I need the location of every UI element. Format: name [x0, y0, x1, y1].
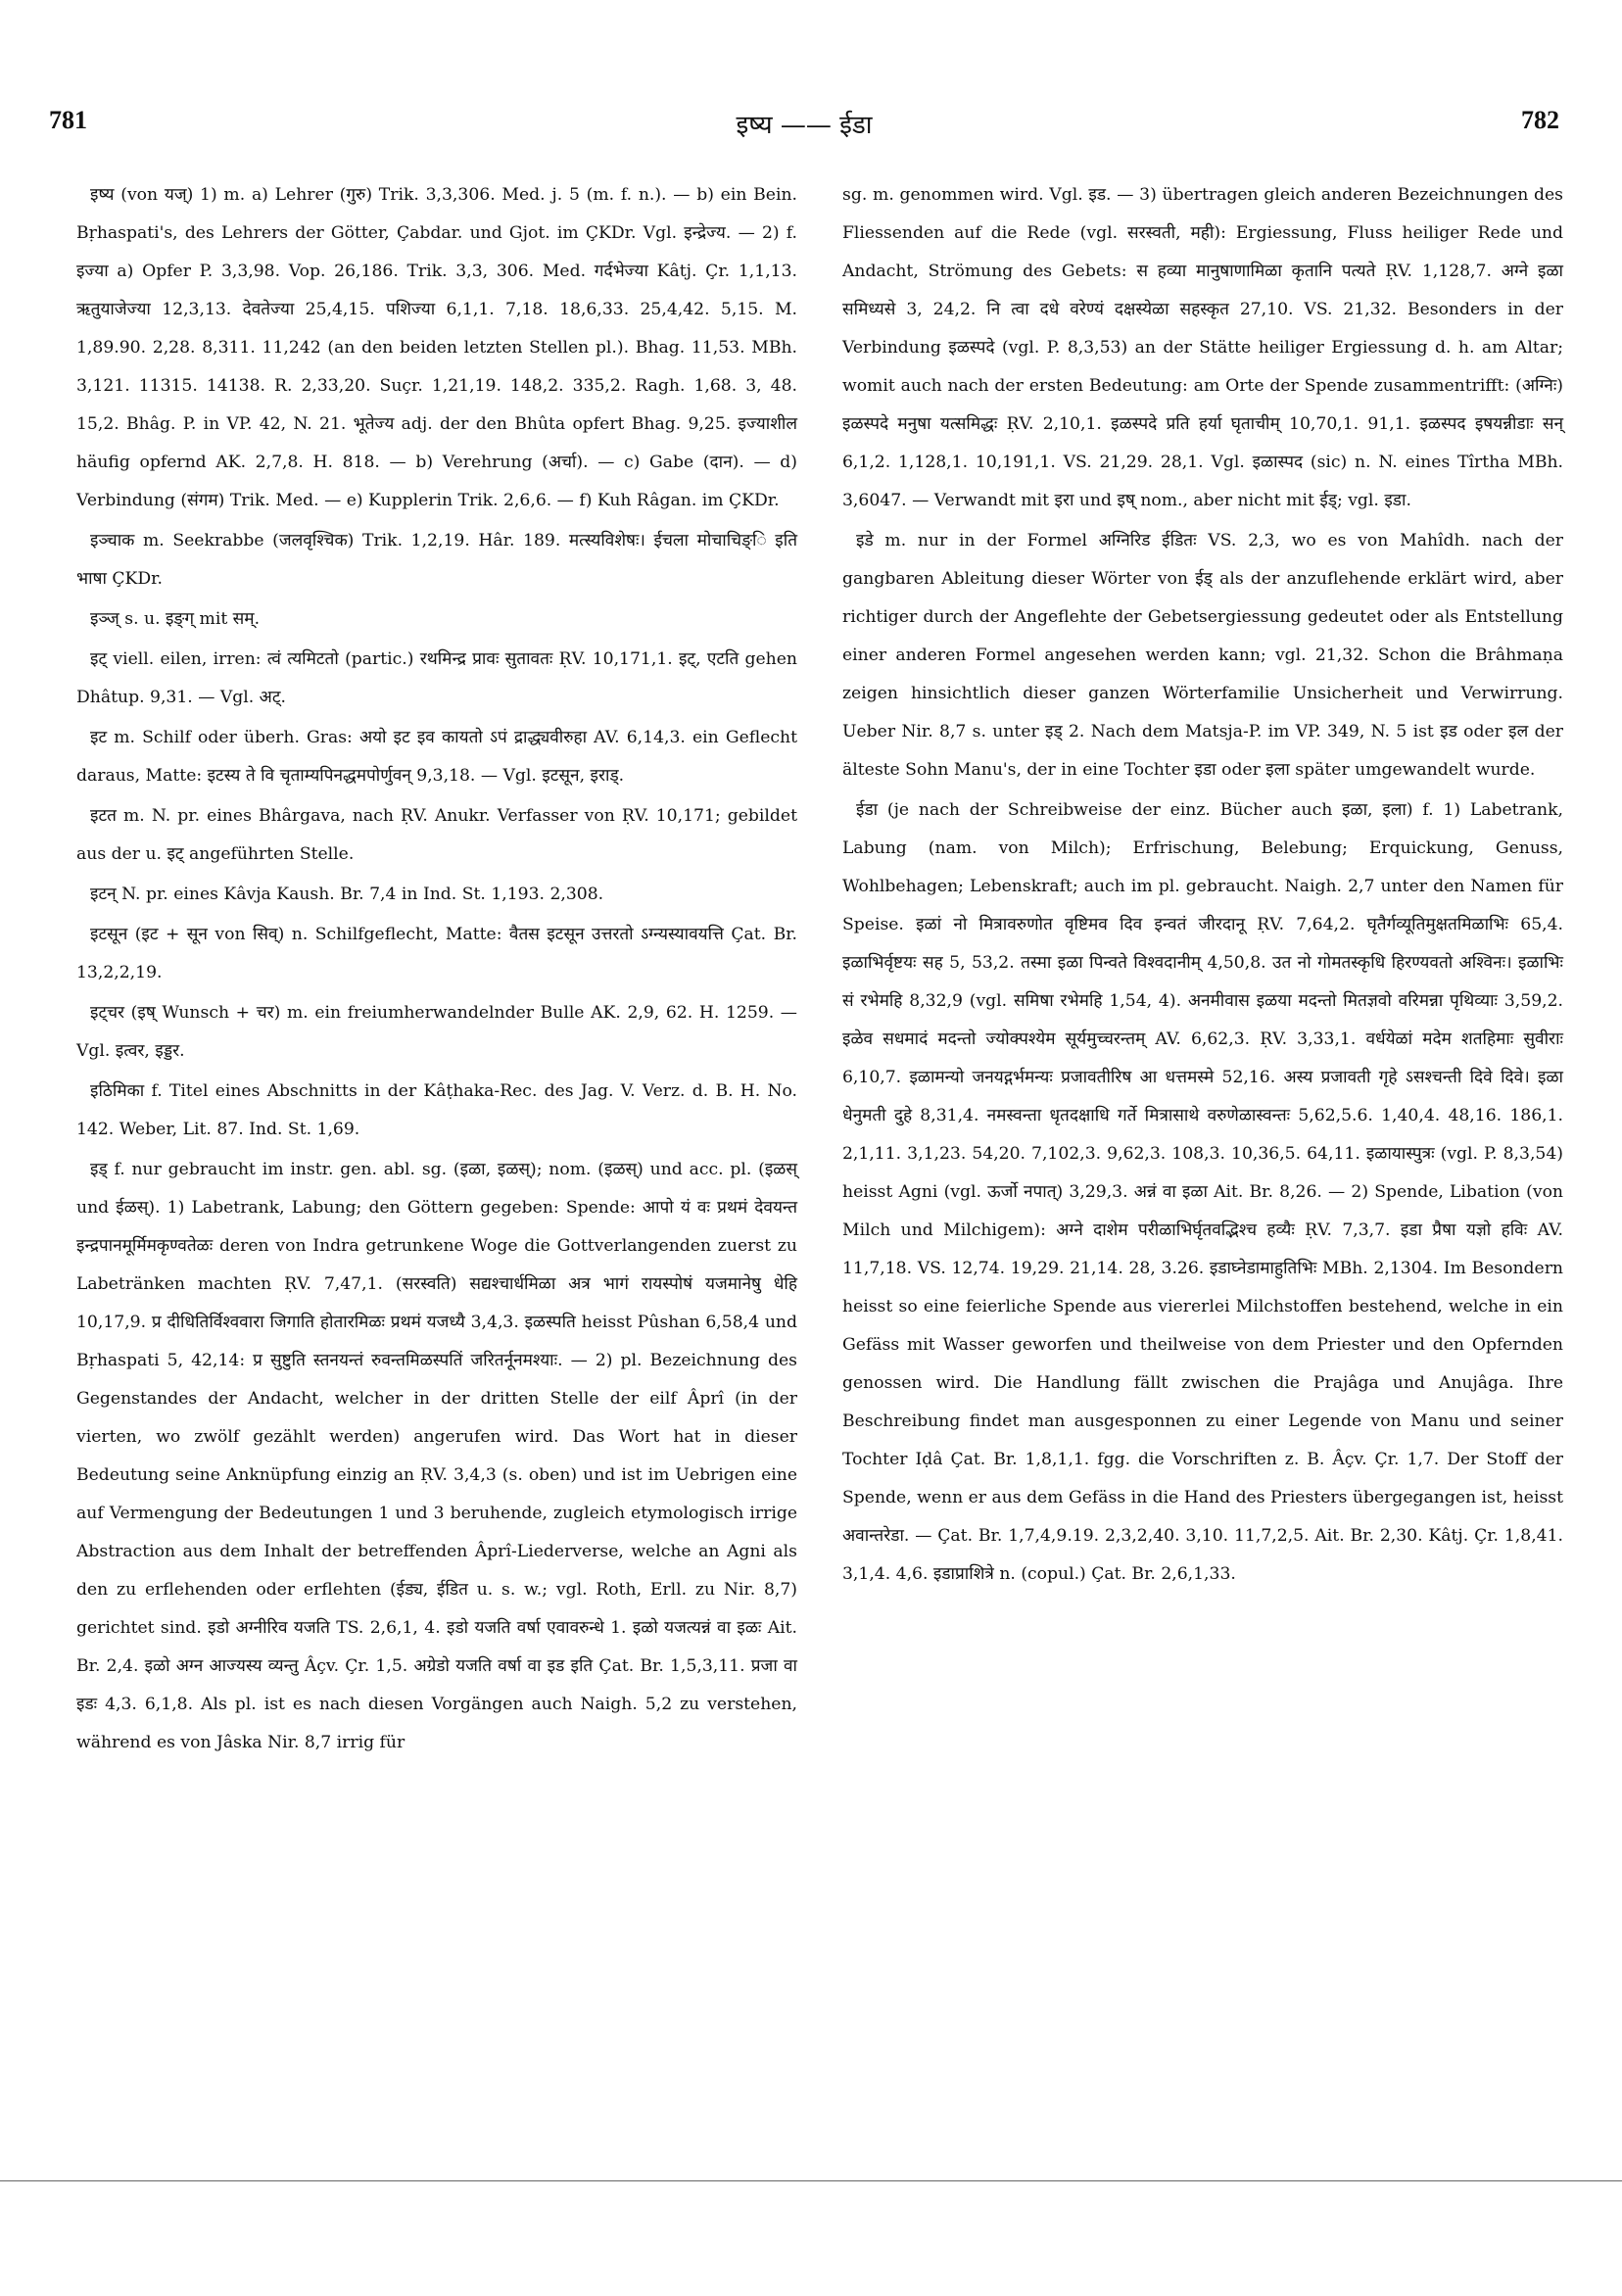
entry-itan: इटन् N. pr. eines Kâvja Kaush. Br. 7,4 in Ind. St. 1,193. 2,308.: [90, 885, 604, 904]
entry-ita: इट m. Schilf oder überh. Gras: अयो इट इव कायतो ऽपं द्राद्ध्यवीरुहा AV. 6,14,3. ein Geflecht daraus, Matte: इटस्य ते वि चृताम्यपिनद्धमपोर्णुवन् 9,3,18. — Vgl. इटसून, इराड्.: [76, 728, 797, 786]
right-column: [842, 176, 1563, 1596]
entry-it-verb: इट् viell. eilen, irren: त्वं त्यमिटतो (partic.) रथमिन्द्र प्रावः सुतावतः ṚV. 10,171,1. इट्, एटति gehen Dhâtup. 9,31. — Vgl. अट्.: [76, 649, 797, 707]
entry-itasuna: इटसून (इट + सून von सिव्) n. Schilfgeflecht, Matte: वैतस इटसून उत्तरतो ऽग्न्यस्यावयत्ति Çat. Br. 13,2,2,19.: [76, 925, 797, 982]
entry-ijya: इष्य (von यज्) 1) m. a) Lehrer (गुरु) Trik. 3,3,306. Med. j. 5 (m. f. n.). — b) ein Bein. Bṛhaspati's, des Lehrers der Götter, Çabdar. und Gjot. im ÇKDr. Vgl. इन्द्रेज्य. — 2) f. इज्या a) Opfer P. 3,3,98. Vop. 26,186. Trik. 3,3, 306. Med. गर्दभेज्या Kâtj. Çr. 1,1,13. ऋतुयाजेज्या 12,3,13. देवतेज्या 25,4,15. पशिज्या 6,1,1. 7,18. 18,6,33. 25,4,42. 5,15. M. 1,89.90. 2,28. 8,311. 11,242 (an den beiden letzten Stellen pl.). Bhag. 11,53. MBh. 3,121. 11315. 14138. R. 2,33,20. Suçr. 1,21,19. 148,2. 335,2. Ragh. 1,68. 3, 48. 15,2. Bhâg. P. in VP. 42, N. 21. भूतेज्य adj. der den Bhûta opfert Bhag. 9,25. इज्याशील häufig opfernd AK. 2,7,8. H. 818. — b) Verehrung (अर्चा). — c) Gabe (दान). — d) Verbindung (संगम) Trik. Med. — e) Kupplerin Trik. 2,6,6. — f) Kuh Râgan. im ÇKDr.: [76, 185, 797, 510]
page-header: [49, 106, 1559, 165]
entry-id-continued: sg. m. genommen wird. Vgl. इड. — 3) übertragen gleich anderen Bezeichnungen des Fliessenden auf die Rede (vgl. सरस्वती, मही): Ergiessung, Fluss heiliger Rede und Andacht, Strömung des Gebets: स हव्या मानुषाणामिळा कृतानि पत्यते ṚV. 1,128,7. अग्ने इळा समिध्यसे 3, 24,2. नि त्वा दधे वरेण्यं दक्षस्येळा सहस्कृत 27,10. VS. 21,32. Besonders in der Verbindung इळस्पदे (vgl. P. 8,3,53) an der Stätte heiliger Ergiessung d. h. am Altar; womit auch nach der ersten Bedeutung: am Orte der Spende zusammentrifft: (अग्निः) इळस्पदे मनुषा यत्समिद्धः ṚV. 2,10,1. इळस्पदे प्रति हर्या घृताचीम् 10,70,1. 91,1. इळस्पद इषयन्नीडाः सन् 6,1,2. 1,128,1. 10,191,1. VS. 21,29. 28,1. Vgl. इळास्पद (sic) n. N. eines Tîrtha MBh. 3,6047. — Verwandt mit इरा und इष् nom., aber nicht mit ईड्; vgl. इडा.: [842, 185, 1563, 510]
entry-ithimika: इठिमिका f. Titel eines Abschnitts in der Kâṭhaka-Rec. des Jag. V. Verz. d. B. H. No. 142. Weber, Lit. 87. Ind. St. 1,69.: [76, 1081, 797, 1139]
entry-itchara: इट्चर (इष् Wunsch + चर) m. ein freiumherwandelnder Bulle AK. 2,9, 62. H. 1259. — Vgl. इत्वर, इड्डर.: [76, 1003, 797, 1061]
entry-ide: इडे m. nur in der Formel अग्निरिड ईडितः VS. 2,3, wo es von Mahîdh. nach der gangbaren Ableitung dieser Wörter von ईड् als der anzuflehende erklärt wird, aber richtiger durch der Angeflehte der Gebetsergiessung gedeutet oder als Entstellung einer anderen Formel angesehen werden kann; vgl. 21,32. Schon die Brâhmaṇa zeigen hinsichtlich dieser ganzen Wörterfamilie Unsicherheit und Verwirrung. Ueber Nir. 8,7 s. unter इड् 2. Nach dem Matsja-P. im VP. 349, N. 5 ist इड oder इल der älteste Sohn Manu's, der in eine Tochter इडा oder इला später umgewandelt wurde.: [842, 531, 1563, 780]
entry-inj: इञ्ज् s. u. इङ्ग् mit सम्.: [90, 609, 261, 629]
entry-inchaka: इञ्चाक m. Seekrabbe (जलवृश्चिक) Trik. 1,2,19. Hâr. 189. मत्स्यविशेषः। ईचला मोचाचिङ्ि इति भाषा ÇKDr.: [76, 531, 797, 589]
bottom-rule: [0, 2180, 1622, 2181]
page-number-left: 781: [49, 106, 87, 134]
entry-id: इड् f. nur gebraucht im instr. gen. abl. sg. (इळा, इळस्); nom. (इळस्) und acc. pl. (इळस् und ईळस्). 1) Labetrank, Labung; den Göttern gegeben: Spende: आपो यं वः प्रथमं देवयन्त इन्द्रपानमूर्मिमकृण्वतेळः deren von Indra getrunkene Woge die Gottverlangenden zuerst zu Labetränken machten ṚV. 7,47,1. (सरस्वति) सद्यश्चार्धमिळा अत्र भागं रायस्पोषं यजमानेषु धेहि 10,17,9. प्र दीधितिर्विश्ववारा जिगाति होतारमिळः प्रथमं यजध्यै 3,4,3. इळस्पति heisst Pûshan 6,58,4 und Bṛhaspati 5, 42,14: प्र सुष्टुति स्तनयन्तं रुवन्तमिळस्पतिं जरितर्नूनमश्याः. — 2) pl. Bezeichnung des Gegenstandes der Andacht, welcher in der dritten Stelle der eilf Âprî (in der vierten, wo zwölf gezählt werden) angerufen wird. Das Wort hat in dieser Bedeutung seine Anknüpfung einzig an ṚV. 3,4,3 (s. oben) und ist im Uebrigen eine auf Vermengung der Bedeutungen 1 und 3 beruhende, zugleich etymologisch irrige Abstraction aus dem Inhalt der betreffenden Âprî-Liederverse, welche an Agni als den zu erflehenden oder erflehten (ईड्य, ईडित u. s. w.; vgl. Roth, Erll. zu Nir. 8,7) gerichtet sind. इडो अग्नीरिव यजति TS. 2,6,1, 4. इडो यजति वर्षा एवावरुन्धे 1. इळो यजत्यन्नं वा इळः Ait. Br. 2,4. इळो अग्न आज्यस्य व्यन्तु Âçv. Çr. 1,5. अग्रेडो यजति वर्षा वा इड इति Çat. Br. 1,5,3,11. प्रजा वा इडः 4,3. 6,1,8. Als pl. ist es nach diesen Vorgängen auch Naigh. 5,2 zu verstehen, während es von Jâska Nir. 8,7 irrig für: [76, 1160, 797, 1752]
running-head: इष्य —— ईडा: [736, 111, 873, 140]
page-number-right: 782: [1521, 106, 1559, 134]
left-column: [76, 176, 797, 1764]
entry-itata: इटत m. N. pr. eines Bhârgava, nach ṚV. Anukr. Verfasser von ṚV. 10,171; gebildet aus der u. इट् angeführten Stelle.: [76, 806, 797, 864]
entry-ida: ईडा (je nach der Schreibweise der einz. Bücher auch इळा, इला) f. 1) Labetrank, Labung (nam. von Milch); Erfrischung, Belebung; Erquickung, Genuss, Wohlbehagen; Lebenskraft; auch im pl. gebraucht. Naigh. 2,7 unter den Namen für Speise. इळां नो मित्रावरुणोत वृष्टिमव दिव इन्वतं जीरदानू ṚV. 7,64,2. घृतैर्गव्यूतिमुक्षतमिळाभिः 65,4. इळाभिर्वृष्टयः सह 5, 53,2. तस्मा इळा पिन्वते विश्वदानीम् 4,50,8. उत नो गोमतस्कृधि हिरण्यवतो अश्विनः। इळाभिः सं रभेमहि 8,32,9 (vgl. समिषा रभेमहि 1,54, 4). अनमीवास इळया मदन्तो मितज्ञवो वरिमन्ना पृथिव्याः 3,59,2. इळेव सधमादं मदन्तो ज्योक्पश्येम सूर्यमुच्चरन्तम् AV. 6,62,3. ṚV. 3,33,1. वर्धयेळां मदेम शतहिमाः सुवीराः 6,10,7. इळामन्यो जनयद्गर्भमन्यः प्रजावतीरिष आ धत्तमस्मे 52,16. अस्य प्रजावती गृहे ऽसश्चन्ती दिवे दिवे। इळा धेनुमती दुहे 8,31,4. नमस्वन्ता धृतदक्षाधि गर्ते मित्रासाथे वरुणेळास्वन्तः 5,62,5.6. 1,40,4. 48,16. 186,1. 2,1,11. 3,1,23. 54,20. 7,102,3. 9,62,3. 108,3. 10,36,5. 64,11. इळायास्पुत्रः (vgl. P. 8,3,54) heisst Agni (vgl. ऊर्जो नपात्) 3,29,3. अन्नं वा इळा Ait. Br. 8,26. — 2) Spende, Libation (von Milch und Milchigem): अग्ने दाशेम परीळाभिर्घृतवद्भिश्च हव्यैः ṚV. 7,3,7. इडा प्रैषा यज्ञो हविः AV. 11,7,18. VS. 12,74. 19,29. 21,14. 28, 3.26. इडाघ्नेडामाहुतिभिः MBh. 2,1304. Im Besondern heisst so eine feierliche Spende aus viererlei Milchstoffen bestehend, welche in ein Gefäss mit Wasser geworfen und theilweise von dem Priester und den Opfernden genossen wird. Die Handlung fällt zwischen die Prajâga und Anujâga. Ihre Beschreibung findet man ausgesponnen zu einer Legende von Manu und seiner Tochter Iḍâ Çat. Br. 1,8,1,1. fgg. die Vorschriften z. B. Âçv. Çr. 1,7. Der Stoff der Spende, wenn er aus dem Gefäss in die Hand des Priesters übergegangen ist, heisst अवान्तरेडा. — Çat. Br. 1,7,4,9.19. 2,3,2,40. 3,10. 11,7,2,5. Ait. Br. 2,30. Kâtj. Çr. 1,8,41. 3,1,4. 4,6. इडाप्राशित्रे n. (copul.) Çat. Br. 2,6,1,33.: [842, 800, 1563, 1584]
